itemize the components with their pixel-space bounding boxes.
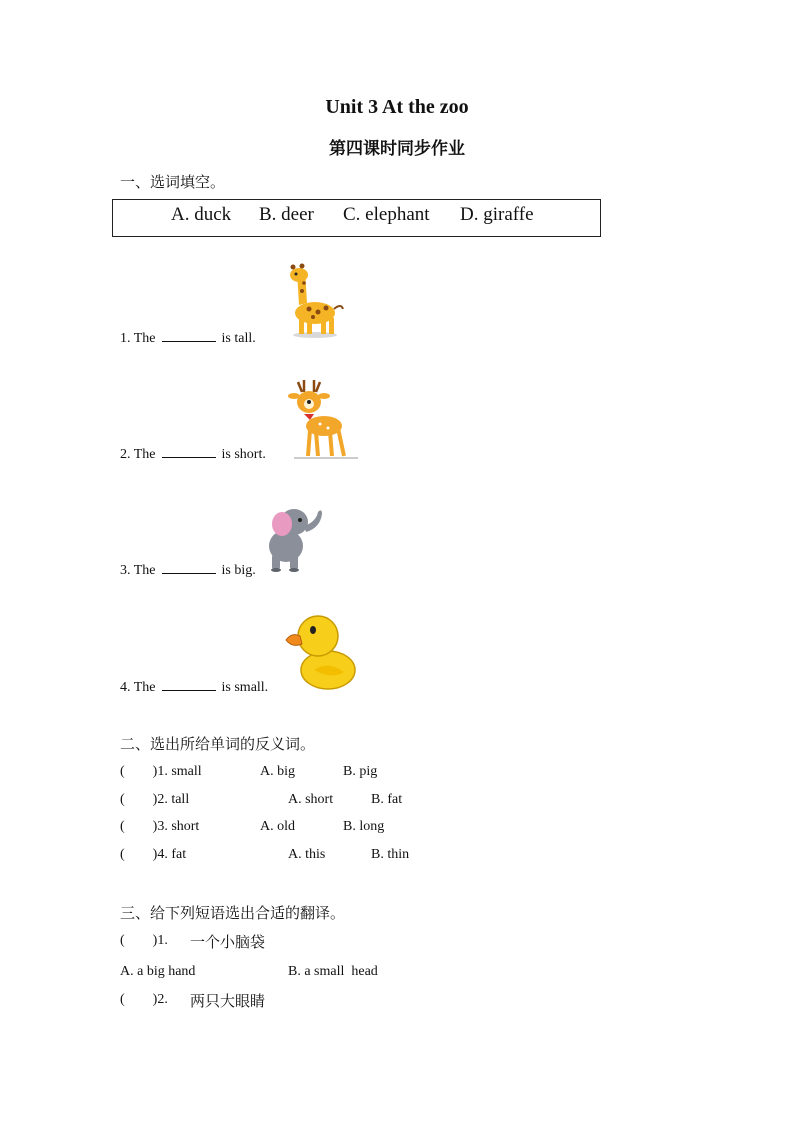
word-option-d: D. giraffe [460, 204, 534, 225]
question-number: ( )4. fat [120, 847, 187, 862]
question-number: ( )3. short [120, 819, 200, 834]
option-a[interactable]: A. big [260, 764, 295, 779]
option-b[interactable]: B. fat [371, 792, 403, 807]
antonym-row-2 [120, 792, 520, 812]
option-a[interactable]: A. a big hand [120, 964, 196, 979]
fill-item-text: is tall. [221, 331, 256, 346]
answer-blank[interactable] [162, 678, 216, 691]
word-option-b: B. deer [259, 204, 314, 225]
page-subtitle: 第四课时同步作业 [329, 139, 465, 159]
elephant-icon [264, 504, 326, 574]
answer-blank[interactable] [162, 445, 216, 458]
fill-item-number: 1. The [120, 331, 156, 346]
option-b[interactable]: B. pig [343, 764, 378, 779]
fill-item-text: is big. [221, 563, 256, 578]
deer-icon [290, 380, 360, 460]
page-title: Unit 3 At the zoo [325, 96, 469, 118]
section1-heading: 一、选词填空。 [120, 173, 226, 191]
option-a[interactable]: A. short [288, 792, 334, 807]
option-b[interactable]: B. long [343, 819, 385, 834]
word-bank [112, 199, 601, 237]
answer-blank[interactable] [162, 561, 216, 574]
word-option-a: A. duck [171, 204, 232, 225]
question-text: 一个小脑袋 [190, 933, 266, 951]
section3-heading: 三、给下列短语选出合适的翻译。 [120, 904, 346, 922]
duck-icon [284, 612, 358, 692]
fill-item-number: 2. The [120, 447, 156, 462]
fill-item-text: is small. [221, 680, 269, 695]
fill-item-3 [120, 561, 256, 579]
question-number: ( )1. [120, 933, 168, 948]
option-b[interactable]: B. thin [371, 847, 410, 862]
option-a[interactable]: A. old [260, 819, 295, 834]
fill-item-text: is short. [221, 447, 266, 462]
fill-item-4 [120, 678, 268, 696]
question-number: ( )2. tall [120, 792, 190, 807]
question-number: ( )2. [120, 992, 168, 1007]
option-a[interactable]: A. this [288, 847, 326, 862]
option-b[interactable]: B. a small head [288, 964, 378, 979]
antonym-row-1 [120, 764, 520, 784]
translation-question-1 [120, 933, 520, 953]
fill-item-number: 3. The [120, 563, 156, 578]
answer-blank[interactable] [162, 329, 216, 342]
translation-question-2 [120, 992, 520, 1012]
section2-heading: 二、选出所给单词的反义词。 [120, 735, 316, 753]
antonym-row-3 [120, 819, 520, 839]
fill-item-2 [120, 445, 266, 463]
translation-options-1 [120, 964, 520, 984]
fill-item-1 [120, 329, 256, 347]
antonym-row-4 [120, 847, 520, 867]
giraffe-icon [285, 263, 347, 341]
question-text: 两只大眼睛 [190, 992, 266, 1010]
word-option-c: C. elephant [343, 204, 430, 225]
question-number: ( )1. small [120, 764, 202, 779]
fill-item-number: 4. The [120, 680, 156, 695]
